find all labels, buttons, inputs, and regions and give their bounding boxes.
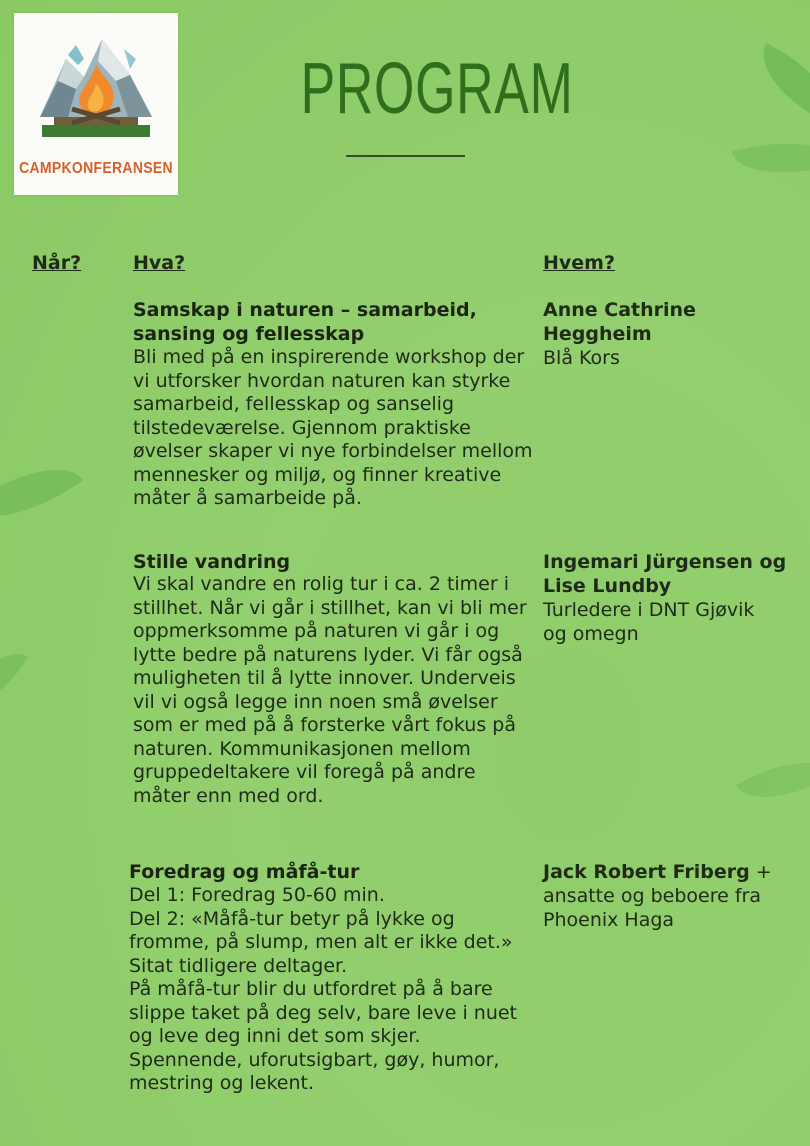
- header-when: Når?: [32, 252, 82, 274]
- entry-presenter: [543, 298, 743, 370]
- leaf-decoration: [736, 740, 810, 820]
- entry-title: Stille vandring: [133, 551, 291, 573]
- campfire-mountain-logo-icon: [32, 25, 160, 145]
- page-title: PROGRAM: [300, 49, 574, 129]
- entry-presenter: [543, 860, 783, 932]
- leaf-decoration: [732, 126, 810, 191]
- entry-presenter: [543, 550, 793, 646]
- presenter-name: Ingemari Jürgensen og Lise Lundby: [543, 551, 787, 597]
- logo: [14, 13, 178, 195]
- entry-title: Samskap i naturen – samarbeid, sansing og fellesskap: [133, 299, 477, 345]
- entry-description: Bli med på en inspirerende workshop der vi utforsker hvordan naturen kan styrke samarbeid, fellesskap og sanselig tilstedeværelse. Gjennom praktiske øvelser skaper vi nye forbindelser mellom mennesker og miljø, og finner kreative måter å samarbeide på.: [133, 346, 533, 509]
- leaf-decoration: [746, 43, 810, 123]
- presenter-info: Blå Kors: [543, 347, 620, 369]
- presenter-info: + ansatte og beboere fra Phoenix Haga: [543, 861, 772, 931]
- header-what: Hva?: [133, 252, 186, 274]
- leaf-decoration: [0, 443, 83, 544]
- entry-description: Del 1: Foredrag 50-60 min. Del 2: «Måfå-tur betyr på lykke og fromme, på slump, men alt er ikke det.» Sitat tidligere deltager. På måfå-tur blir du utfordret på å bare slippe taket på deg selv, bare leve i nuet og leve deg inni det som skjer. Spennende, uforutsigbart, gøy, humor, mestring og lekent.: [129, 884, 517, 1094]
- presenter-name: Jack Robert Friberg: [543, 861, 750, 883]
- presenter-name: Anne Cathrine Heggheim: [543, 299, 696, 345]
- leaf-decoration: [0, 639, 28, 718]
- title-divider: [346, 155, 465, 157]
- entry-title: Foredrag og måfå-tur: [129, 861, 360, 883]
- header-who: Hvem?: [543, 252, 615, 274]
- logo-text: CAMPKONFERANSEN: [19, 157, 173, 177]
- presenter-info: Turledere i DNT Gjøvik og omegn: [543, 599, 755, 645]
- entry-description: Vi skal vandre en rolig tur i ca. 2 timer i stillhet. Når vi går i stillhet, kan vi bli mer oppmerksomme på naturen vi går i og lytte bedre på naturens lyder. Vi får også muligheten til å lytte innover. Underveis vil vi også legge inn noen små øvelser som er med på å forsterke vårt fokus på naturen. Kommunikasjonen mellom gruppedeltakere vil foregå på andre måter enn med ord.: [133, 573, 527, 807]
